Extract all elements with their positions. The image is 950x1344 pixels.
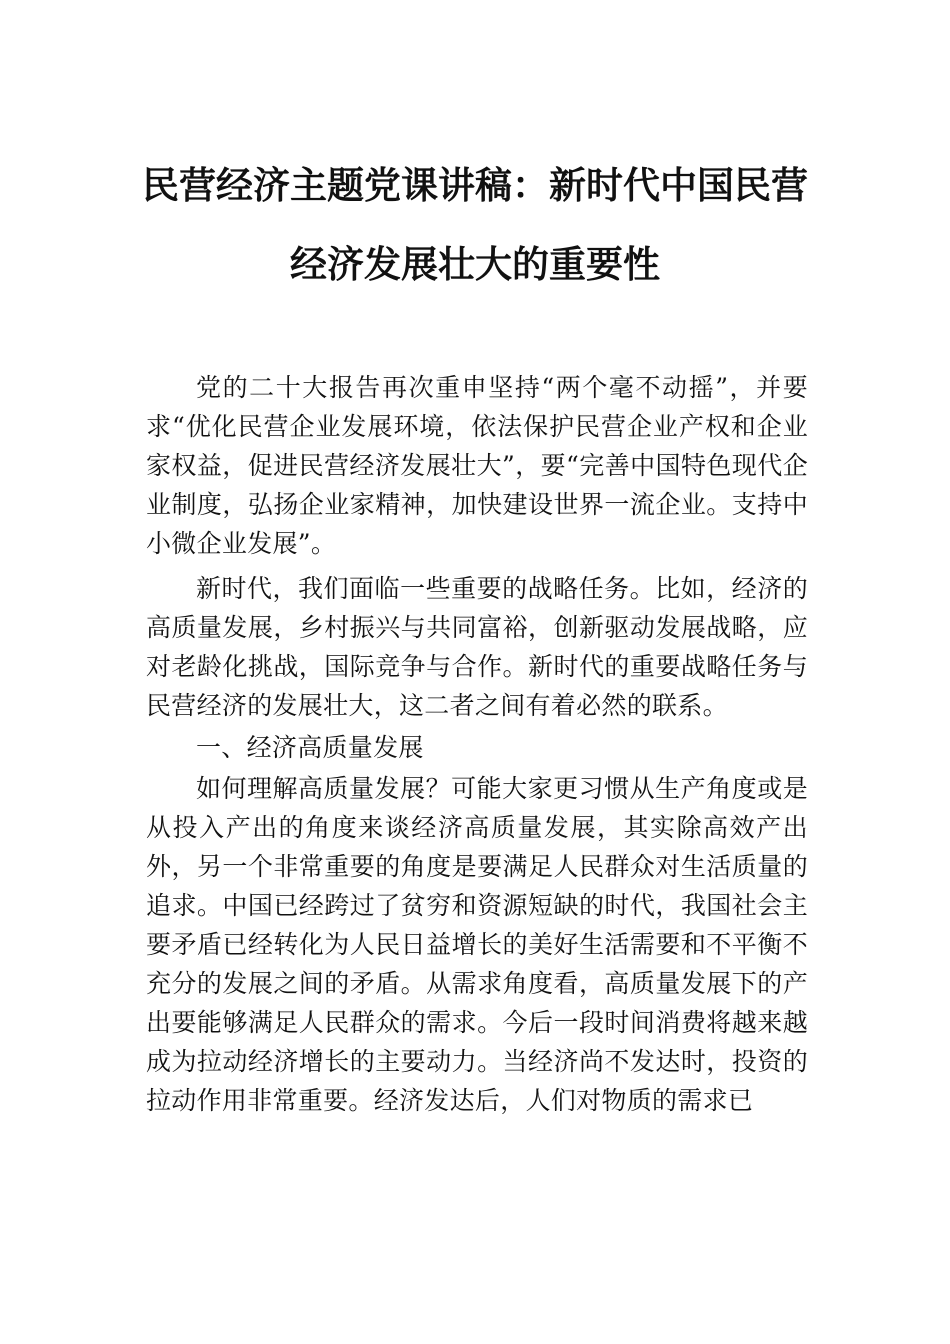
section-heading-1: 一、经济高质量发展: [196, 733, 424, 762]
paragraph-strategic-tasks: 新时代，我们面临一些重要的战略任务。比如，经济的高质量发展，乡村振兴与共同富裕，创新驱动发展战略，应对老龄化挑战，国际竞争与合作。新时代的重要战略任务与民营经济的发展壮大，这二者之间有着必然的联系。: [146, 574, 808, 720]
paragraph-intro: 党的二十大报告再次重申坚持“两个毫不动摇”，并要求“优化民营企业发展环境，依法保护民营企业产权和企业家权益，促进民营经济发展壮大”，要“完善中国特色现代企业制度，弘扬企业家精神，加快建设世界一流企业。支持中小微企业发展”。: [146, 373, 808, 558]
paragraph-high-quality-development: 如何理解高质量发展？可能大家更习惯从生产角度或是从投入产出的角度来谈经济高质量发展，其实除高效产出外，另一个非常重要的角度是要满足人民群众对生活质量的追求。中国已经跨过了贫穷和资源短缺的时代，我国社会主要矛盾已经转化为人民日益增长的美好生活需要和不平衡不充分的发展之间的矛盾。从需求角度看，高质量发展下的产出要能够满足人民群众的需求。今后一段时间消费将越来越成为拉动经济增长的主要动力。当经济尚不发达时，投资的拉动作用非常重要。经济发达后，人们对物质的需求已: [146, 774, 808, 1115]
title-line-2: 经济发展壮大的重要性: [290, 243, 660, 286]
document-title: [130, 166, 820, 285]
title-line-1: 民营经济主题党课讲稿：新时代中国民营: [142, 164, 808, 207]
document-body: [146, 368, 808, 1120]
